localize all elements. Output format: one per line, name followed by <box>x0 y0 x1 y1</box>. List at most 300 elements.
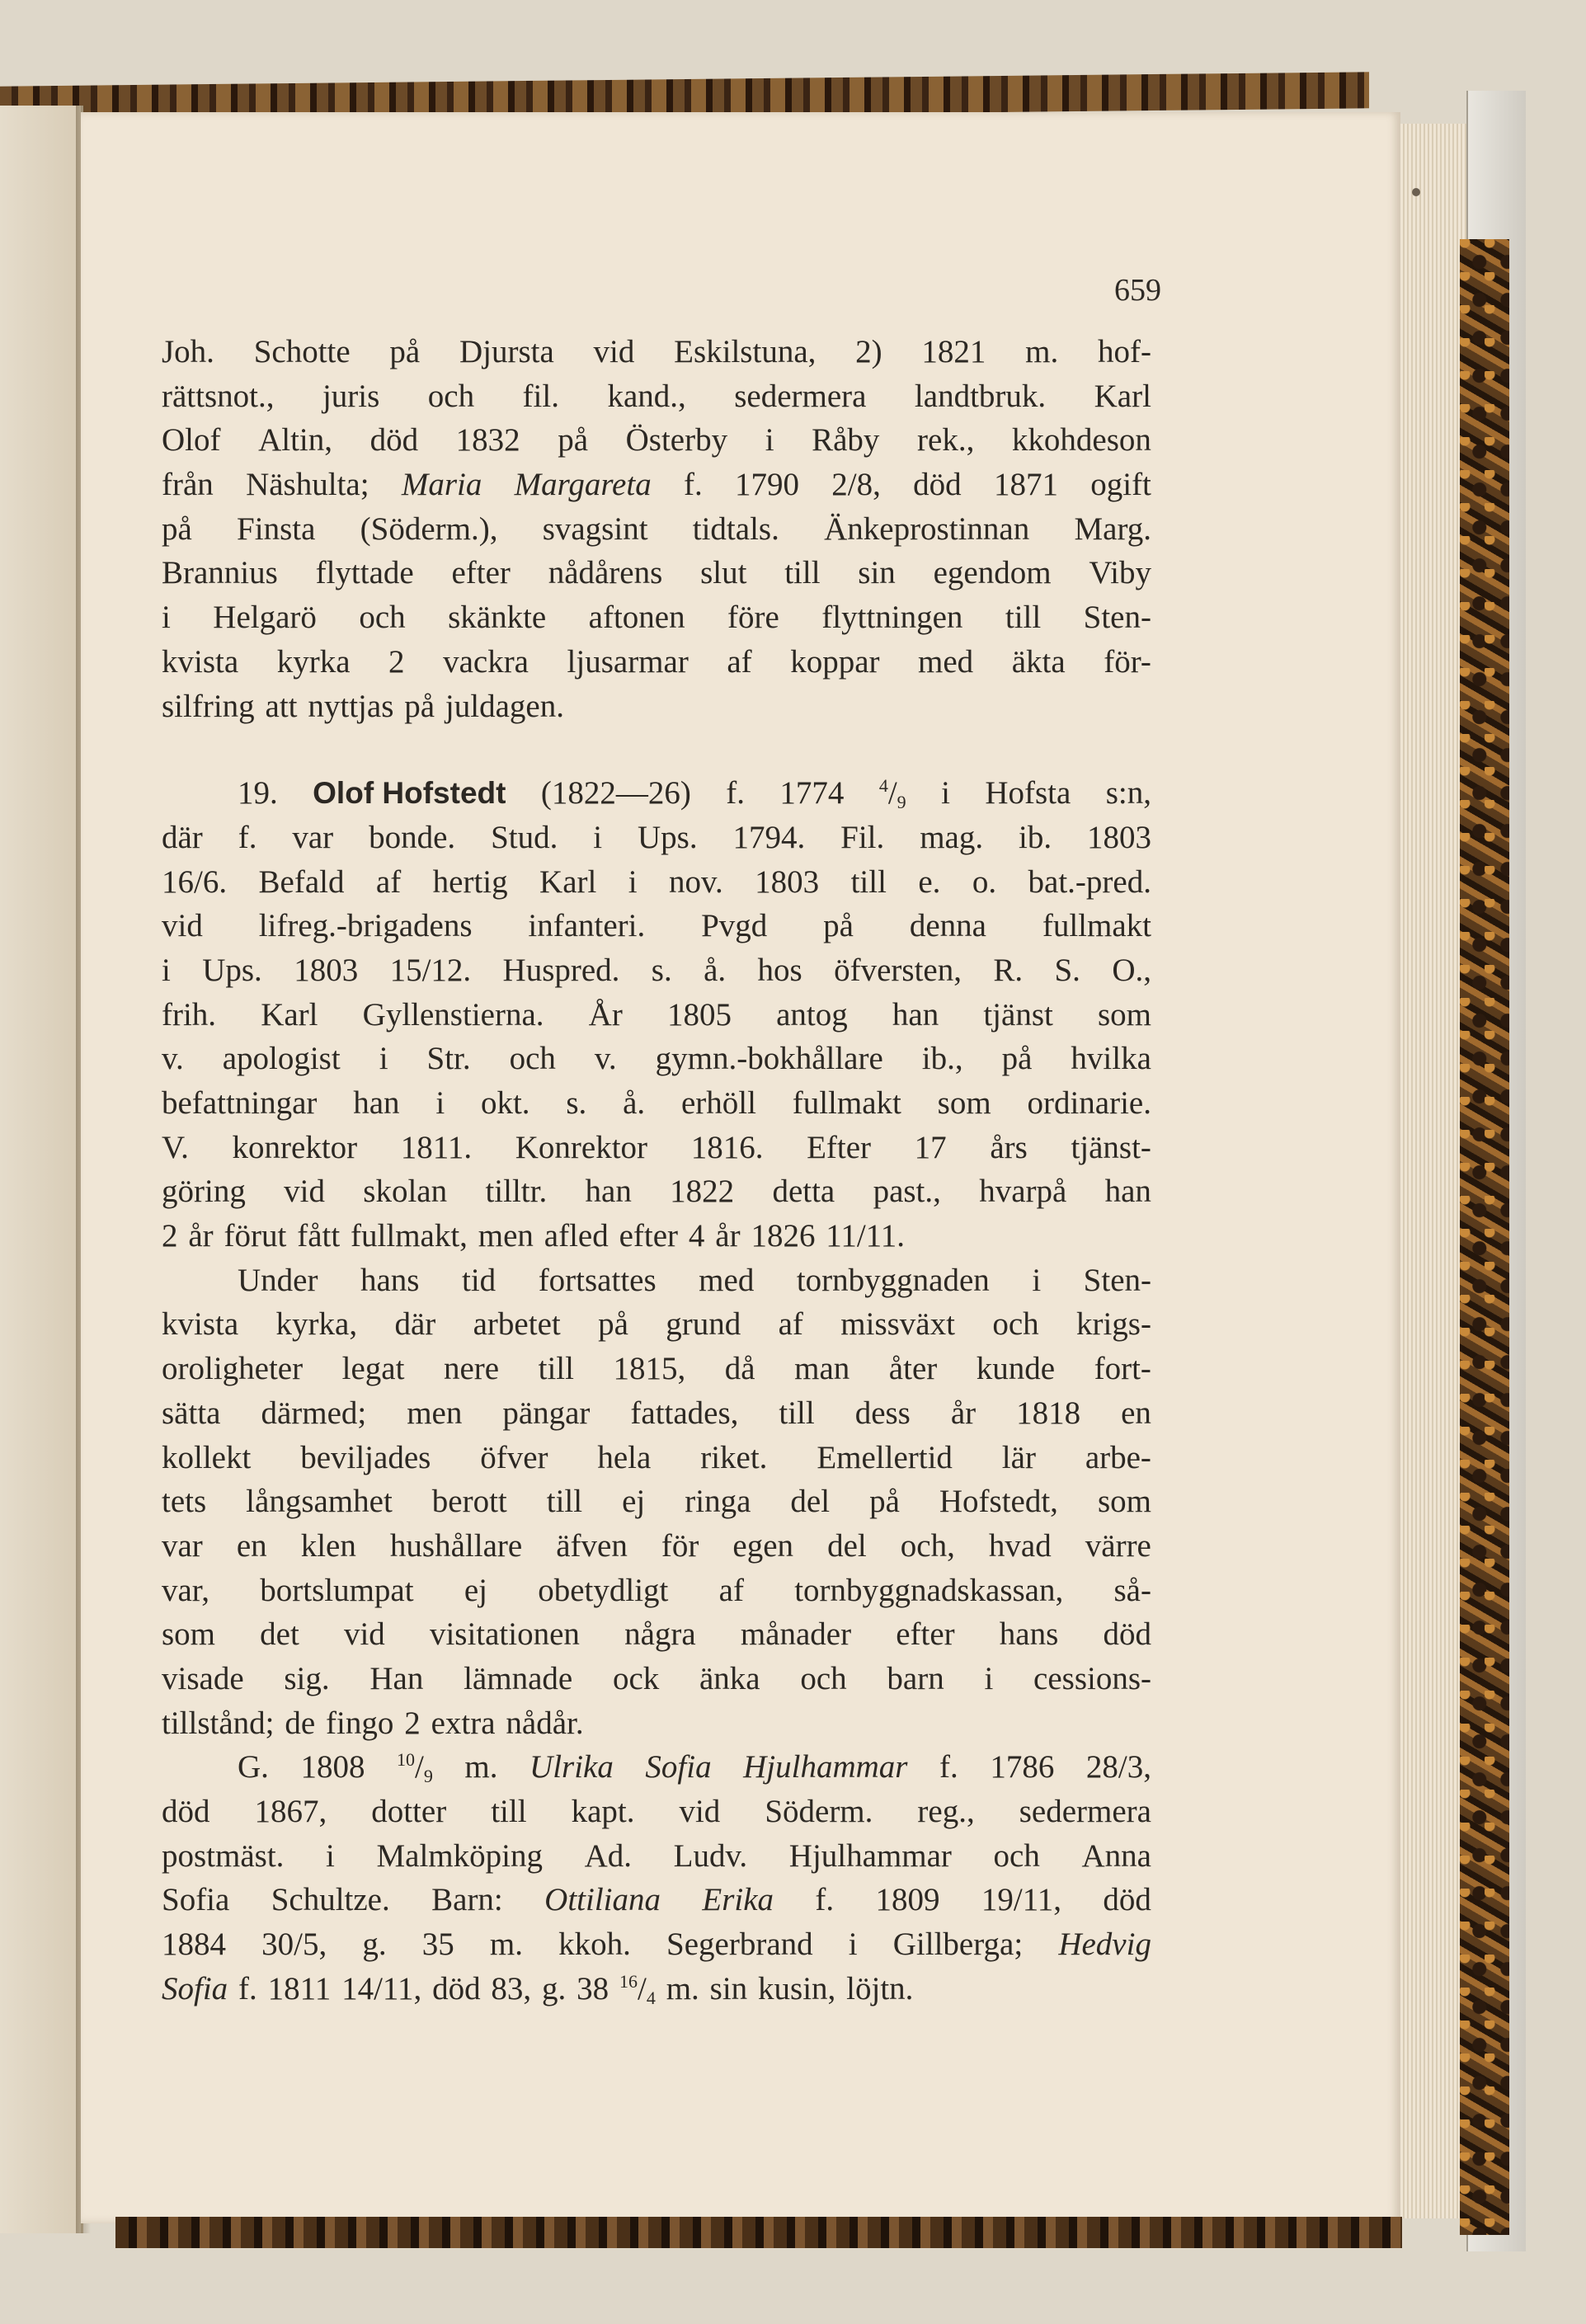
word: med <box>918 643 974 680</box>
word: g. <box>362 1926 387 1963</box>
word: Efter <box>807 1129 872 1165</box>
bottom-binding-edge <box>115 2217 1402 2248</box>
word: pängar <box>502 1395 591 1431</box>
word: som <box>1097 1484 1151 1520</box>
word: tidtals. <box>692 510 779 547</box>
text-line: 2 år förut fått fullmakt, men afled efter 4 år 1826 11/11. <box>162 1214 1151 1258</box>
word: m. <box>1025 334 1059 369</box>
word: Näshulta; <box>246 467 369 503</box>
word: visitationen <box>429 1616 580 1653</box>
word: i <box>162 952 171 988</box>
word: till <box>491 1794 527 1829</box>
word: nådårens <box>548 555 663 591</box>
word: men <box>478 1218 534 1254</box>
text-line <box>162 1391 1151 1436</box>
word: i <box>628 863 638 900</box>
word: där <box>162 819 203 855</box>
word: död <box>1103 1616 1151 1653</box>
word: hans <box>999 1616 1059 1653</box>
word: och <box>359 600 406 636</box>
word: m. <box>489 1926 523 1963</box>
word: Anna <box>1081 1837 1151 1874</box>
word: egendom <box>933 555 1052 591</box>
word: tets <box>162 1484 207 1520</box>
word: Schotte <box>253 334 351 369</box>
text-line <box>162 1436 1151 1480</box>
word: gymn.-bokhållare <box>655 1041 883 1077</box>
word: O., <box>1112 952 1151 988</box>
word: Fil. <box>840 819 885 855</box>
word: i <box>435 1085 445 1121</box>
date-fraction: $^4/_9$ <box>878 775 906 813</box>
word: Pvgd <box>701 908 768 944</box>
word: kvista <box>162 1306 239 1343</box>
word: i <box>848 1926 858 1963</box>
word: 1805 <box>666 996 732 1033</box>
word: skänkte <box>448 600 547 636</box>
word: efter <box>896 1616 955 1653</box>
word: Hofsta <box>985 775 1071 812</box>
word: kyrka <box>276 643 351 680</box>
word: f. <box>726 775 746 812</box>
word: okt. <box>480 1085 530 1121</box>
word: och, <box>900 1527 955 1564</box>
word: barn <box>887 1660 944 1696</box>
word: änka <box>699 1660 760 1696</box>
word: s. <box>651 952 672 988</box>
word: Ups. <box>202 952 262 988</box>
word: i <box>379 1041 388 1077</box>
word: men <box>407 1395 463 1431</box>
word: några <box>624 1616 696 1653</box>
text-line <box>162 1701 1151 1746</box>
word: arbe- <box>1085 1439 1151 1475</box>
word: på <box>598 1306 628 1343</box>
word: till <box>1005 600 1042 636</box>
word: 2 <box>162 1218 178 1254</box>
word: postmäst. <box>162 1837 285 1874</box>
word: de <box>285 1705 316 1741</box>
word: ordinarie. <box>1027 1085 1151 1121</box>
word: år <box>950 1395 977 1431</box>
word: var <box>162 1527 203 1564</box>
word: hvarpå <box>979 1174 1067 1210</box>
word: dess <box>854 1395 911 1431</box>
word: Olof <box>162 422 221 459</box>
word: arbetet <box>473 1306 561 1343</box>
word: dotter <box>371 1794 447 1829</box>
word: öfversten, <box>834 952 962 988</box>
word: krigs- <box>1075 1306 1151 1343</box>
text-line <box>162 1657 1151 1701</box>
word: 1774 <box>779 775 845 812</box>
word: till <box>779 1395 815 1431</box>
word: ej <box>464 1572 487 1608</box>
text-line <box>162 1037 1151 1081</box>
word: fil. <box>522 378 559 414</box>
text-line <box>162 595 1151 640</box>
ink-spot <box>1412 188 1420 196</box>
word: Råby <box>812 422 880 459</box>
word: befattningar <box>162 1085 318 1121</box>
word: 2) <box>855 334 882 369</box>
word: flyttningen <box>821 600 963 636</box>
text-line: i Ups. 1803 15/12. Huspred. s. å. hos öfversten, R. S. O., <box>162 948 1151 993</box>
word: hushållare <box>389 1527 523 1564</box>
word: Stud. <box>491 819 558 855</box>
text-line: 16/6. Befald af hertig Karl i nov. 1803 till e. o. bat.-pred. <box>162 860 1151 905</box>
word: s:n, <box>1105 775 1151 812</box>
word: år <box>188 1218 214 1254</box>
text-line: G. 1808 $^{10}/_9$ m. Ulrika Sofia Hjulhammar f. 1786 28/3, <box>162 1745 1151 1790</box>
word: där <box>394 1306 436 1343</box>
word: S. <box>1054 952 1080 988</box>
word: års <box>990 1129 1028 1165</box>
word: sedermera <box>734 378 867 414</box>
word: Österby <box>625 422 728 459</box>
word: kkoh. <box>558 1926 631 1963</box>
word: del <box>827 1527 867 1564</box>
word: han <box>1104 1174 1151 1210</box>
word: på <box>404 688 435 724</box>
word: 1811 <box>267 1970 332 2006</box>
word: 1790 <box>735 467 800 503</box>
word: v. <box>594 1041 617 1077</box>
word: ock <box>612 1660 660 1696</box>
word: i <box>593 819 603 855</box>
text-line <box>162 418 1151 463</box>
word: man <box>794 1351 850 1387</box>
word: Joh. <box>162 334 214 369</box>
text-line: Sofia f. 1811 14/11, död 83, g. 38 $^{16}/_4$ m. sin kusin, löjtn. <box>162 1967 1151 2011</box>
word: åter <box>888 1351 938 1387</box>
word: f. <box>683 467 703 503</box>
word: af <box>727 643 752 680</box>
word: Brannius <box>162 555 278 591</box>
word: han <box>353 1085 400 1121</box>
word: v. <box>162 1041 184 1077</box>
word: som <box>1097 996 1151 1033</box>
text-line <box>162 1480 1151 1524</box>
word: lifreg.-brigadens <box>258 908 473 944</box>
word: i <box>765 422 774 459</box>
word: så- <box>1113 1572 1151 1608</box>
word: och <box>427 378 475 414</box>
word: nyttjas <box>308 688 394 724</box>
word: bat.-pred. <box>1028 863 1151 900</box>
word: landtbruk. <box>914 378 1047 414</box>
word: egen <box>732 1527 794 1564</box>
word: för <box>661 1527 699 1564</box>
word: fått <box>297 1218 341 1254</box>
word: af <box>375 863 402 900</box>
word: i <box>1032 1262 1042 1298</box>
word: lär <box>1001 1439 1036 1475</box>
word: af <box>718 1572 744 1608</box>
word: fortsattes <box>538 1262 657 1298</box>
word: 1803 <box>294 952 359 988</box>
heading-name: Olof Hofstedt <box>313 776 506 811</box>
word: tornbyggnaden <box>796 1262 990 1298</box>
word: hertig <box>432 863 508 900</box>
word: sedermera <box>1019 1794 1151 1829</box>
marbled-endpaper <box>1460 239 1509 2235</box>
word: silfring <box>162 688 255 724</box>
word: flyttade <box>315 555 414 591</box>
word: svagsint <box>542 510 648 547</box>
word: vackra <box>443 643 529 680</box>
word: tillstånd; <box>162 1705 275 1741</box>
word: Karl <box>539 863 597 900</box>
word: Ad. <box>584 1837 633 1874</box>
word: löjtn. <box>846 1970 914 2006</box>
word: ogift <box>1090 467 1151 503</box>
word: Karl <box>1094 378 1151 414</box>
word: obetydligt <box>538 1572 669 1608</box>
word: tornbyggnadskassan, <box>794 1572 1064 1608</box>
word: äfven <box>556 1527 628 1564</box>
word: 1809 <box>875 1882 940 1918</box>
word: extra <box>431 1705 496 1741</box>
text-line <box>162 1126 1151 1170</box>
word: det <box>260 1616 299 1653</box>
word: från <box>162 467 214 503</box>
word: på <box>869 1484 900 1520</box>
word: död <box>369 422 419 459</box>
word: med <box>699 1262 755 1298</box>
body-text <box>162 330 1151 2011</box>
word: på <box>1001 1041 1033 1077</box>
word: Barn: <box>431 1882 503 1918</box>
word: som <box>162 1616 216 1653</box>
word: e. <box>918 863 941 900</box>
word: 1826 <box>751 1218 816 1254</box>
word: efter <box>451 555 511 591</box>
word: 1884 <box>162 1926 226 1963</box>
word: kollekt <box>162 1439 252 1475</box>
word: Marg. <box>1074 510 1151 547</box>
word: förut <box>224 1218 287 1254</box>
word: (Söderm.), <box>360 510 498 547</box>
word: juldagen. <box>445 688 564 724</box>
word: på <box>389 334 421 369</box>
word: 1808 <box>300 1749 365 1785</box>
text-line <box>162 816 1151 860</box>
word: hos <box>757 952 802 988</box>
date-fraction: $^{10}/_9$ <box>397 1749 433 1787</box>
word: Gyllenstierna. <box>362 996 544 1033</box>
word: före <box>727 600 779 636</box>
text-line <box>162 551 1151 595</box>
word: till <box>784 555 821 591</box>
word: kkohdeson <box>1011 422 1151 459</box>
word: 1871 <box>993 467 1058 503</box>
word: aftonen <box>588 600 685 636</box>
word: kapt. <box>571 1794 635 1829</box>
word: V. <box>162 1129 189 1165</box>
text-line <box>162 904 1151 948</box>
word: vid <box>343 1616 385 1653</box>
word: på <box>558 422 589 459</box>
left-page-edge <box>0 106 83 2233</box>
word: göring <box>162 1174 246 1210</box>
word: sätta <box>162 1395 221 1431</box>
word: vid <box>679 1794 721 1829</box>
word: afled <box>544 1218 609 1254</box>
word: död <box>1103 1882 1151 1918</box>
word: i <box>326 1837 335 1874</box>
italic-name: Ulrika <box>529 1749 614 1785</box>
text-line <box>162 771 1151 816</box>
text-line <box>162 1302 1151 1347</box>
word: 1816. <box>690 1129 764 1165</box>
word: död <box>162 1794 210 1829</box>
word: kand., <box>607 378 686 414</box>
word: och <box>993 1837 1040 1874</box>
word: månader <box>740 1616 852 1653</box>
word: äkta <box>1011 643 1066 680</box>
word: Befald <box>258 863 345 900</box>
word: som <box>937 1085 991 1121</box>
italic-name: Erika <box>702 1882 774 1918</box>
word: fullmakt <box>792 1085 901 1121</box>
word: tjänst <box>983 996 1053 1033</box>
word: 1815, <box>613 1351 686 1387</box>
word: Karl <box>261 996 318 1033</box>
word: efter <box>619 1218 679 1254</box>
italic-name: Maria <box>401 467 482 503</box>
text-line <box>162 1347 1151 1391</box>
word: å. <box>623 1085 646 1121</box>
word: å. <box>704 952 727 988</box>
word: f. <box>238 1970 257 2006</box>
word: därmed; <box>261 1395 367 1431</box>
word: Altin, <box>258 422 332 459</box>
word: 2 <box>388 643 405 680</box>
word: Djursta <box>459 334 554 369</box>
word: ib. <box>1019 819 1052 855</box>
word: 38 <box>577 1970 609 2006</box>
word: vid <box>593 334 635 369</box>
word: berott <box>431 1484 507 1520</box>
word: död <box>913 467 962 503</box>
word: fattades, <box>630 1395 739 1431</box>
word: Under <box>238 1262 318 1298</box>
word: 1867, <box>254 1794 327 1829</box>
word: skolan <box>363 1174 448 1210</box>
italic-name: Margareta <box>514 467 652 503</box>
word: tid <box>462 1262 497 1298</box>
word: Finsta <box>237 510 316 547</box>
word: slut <box>700 555 747 591</box>
word: beviljades <box>300 1439 431 1475</box>
word: en <box>1121 1395 1151 1431</box>
word: grund <box>666 1306 741 1343</box>
word: att <box>265 688 298 724</box>
word: Str. <box>426 1041 471 1077</box>
word: 17 <box>914 1129 947 1165</box>
text-line <box>162 374 1151 419</box>
word: nådår. <box>506 1705 584 1741</box>
word: erhöll <box>680 1085 756 1121</box>
word: då <box>724 1351 755 1387</box>
word: past., <box>873 1174 941 1210</box>
word: år <box>715 1218 741 1254</box>
word: hof- <box>1097 334 1151 369</box>
word: kusin, <box>758 1970 836 2006</box>
text-line <box>162 1081 1151 1126</box>
text-line <box>162 1524 1151 1569</box>
word: kyrka, <box>275 1306 358 1343</box>
word: Ups. <box>638 819 698 855</box>
word: f. <box>939 1749 958 1785</box>
word: o. <box>972 863 997 900</box>
word: hvad <box>988 1527 1052 1564</box>
word: 1811. <box>400 1129 473 1165</box>
word: f. <box>238 819 257 855</box>
word: Konrektor <box>515 1129 648 1165</box>
text-line <box>162 1169 1151 1214</box>
word: 83, <box>491 1970 532 2006</box>
word: cessions- <box>1033 1660 1151 1696</box>
word: Sten- <box>1083 600 1151 636</box>
word: sin <box>858 555 896 591</box>
word: till <box>850 863 887 900</box>
word: Söderm. <box>765 1794 873 1829</box>
text-line: 1884 30/5, g. 35 m. kkoh. Segerbrand i Gillberga; Hedvig <box>162 1922 1151 1967</box>
date-fraction: $^{16}/_4$ <box>619 1970 656 2008</box>
word: och <box>992 1306 1039 1343</box>
word: bonde. <box>369 819 456 855</box>
word: af <box>778 1306 803 1343</box>
word: nov. <box>669 863 723 900</box>
word: Sofia <box>162 1882 230 1918</box>
word: i <box>941 775 950 812</box>
word: rek., <box>917 422 975 459</box>
word: död <box>432 1970 481 2006</box>
word: År <box>588 996 623 1033</box>
word: Segerbrand <box>666 1926 813 1963</box>
word: Eskilstuna, <box>674 334 817 369</box>
word: Hjulhammar <box>788 1837 952 1874</box>
word: på <box>162 510 192 547</box>
word: hans <box>360 1262 420 1298</box>
word: nere <box>443 1351 500 1387</box>
word: han <box>585 1174 632 1210</box>
word: 1822 <box>670 1174 735 1210</box>
text-line <box>162 507 1151 552</box>
word: var, <box>162 1572 209 1608</box>
text-line <box>162 1569 1151 1613</box>
word: ringa <box>685 1484 751 1520</box>
word: 35 <box>421 1926 454 1963</box>
word: i <box>984 1660 994 1696</box>
word: missväxt <box>840 1306 955 1343</box>
word: sin <box>709 1970 748 2006</box>
word: del <box>790 1484 831 1520</box>
word: ljusarmar <box>567 643 689 680</box>
text-line <box>162 640 1151 684</box>
word: mag. <box>920 819 984 855</box>
word: m. <box>666 1970 699 2006</box>
word: fingo <box>326 1705 394 1741</box>
word: m. <box>464 1749 498 1785</box>
word: en <box>236 1527 267 1564</box>
italic-name: Hjulhammar <box>743 1749 908 1785</box>
word: 1818 <box>1016 1395 1081 1431</box>
word: Han <box>369 1660 424 1696</box>
word: legat <box>341 1351 405 1387</box>
